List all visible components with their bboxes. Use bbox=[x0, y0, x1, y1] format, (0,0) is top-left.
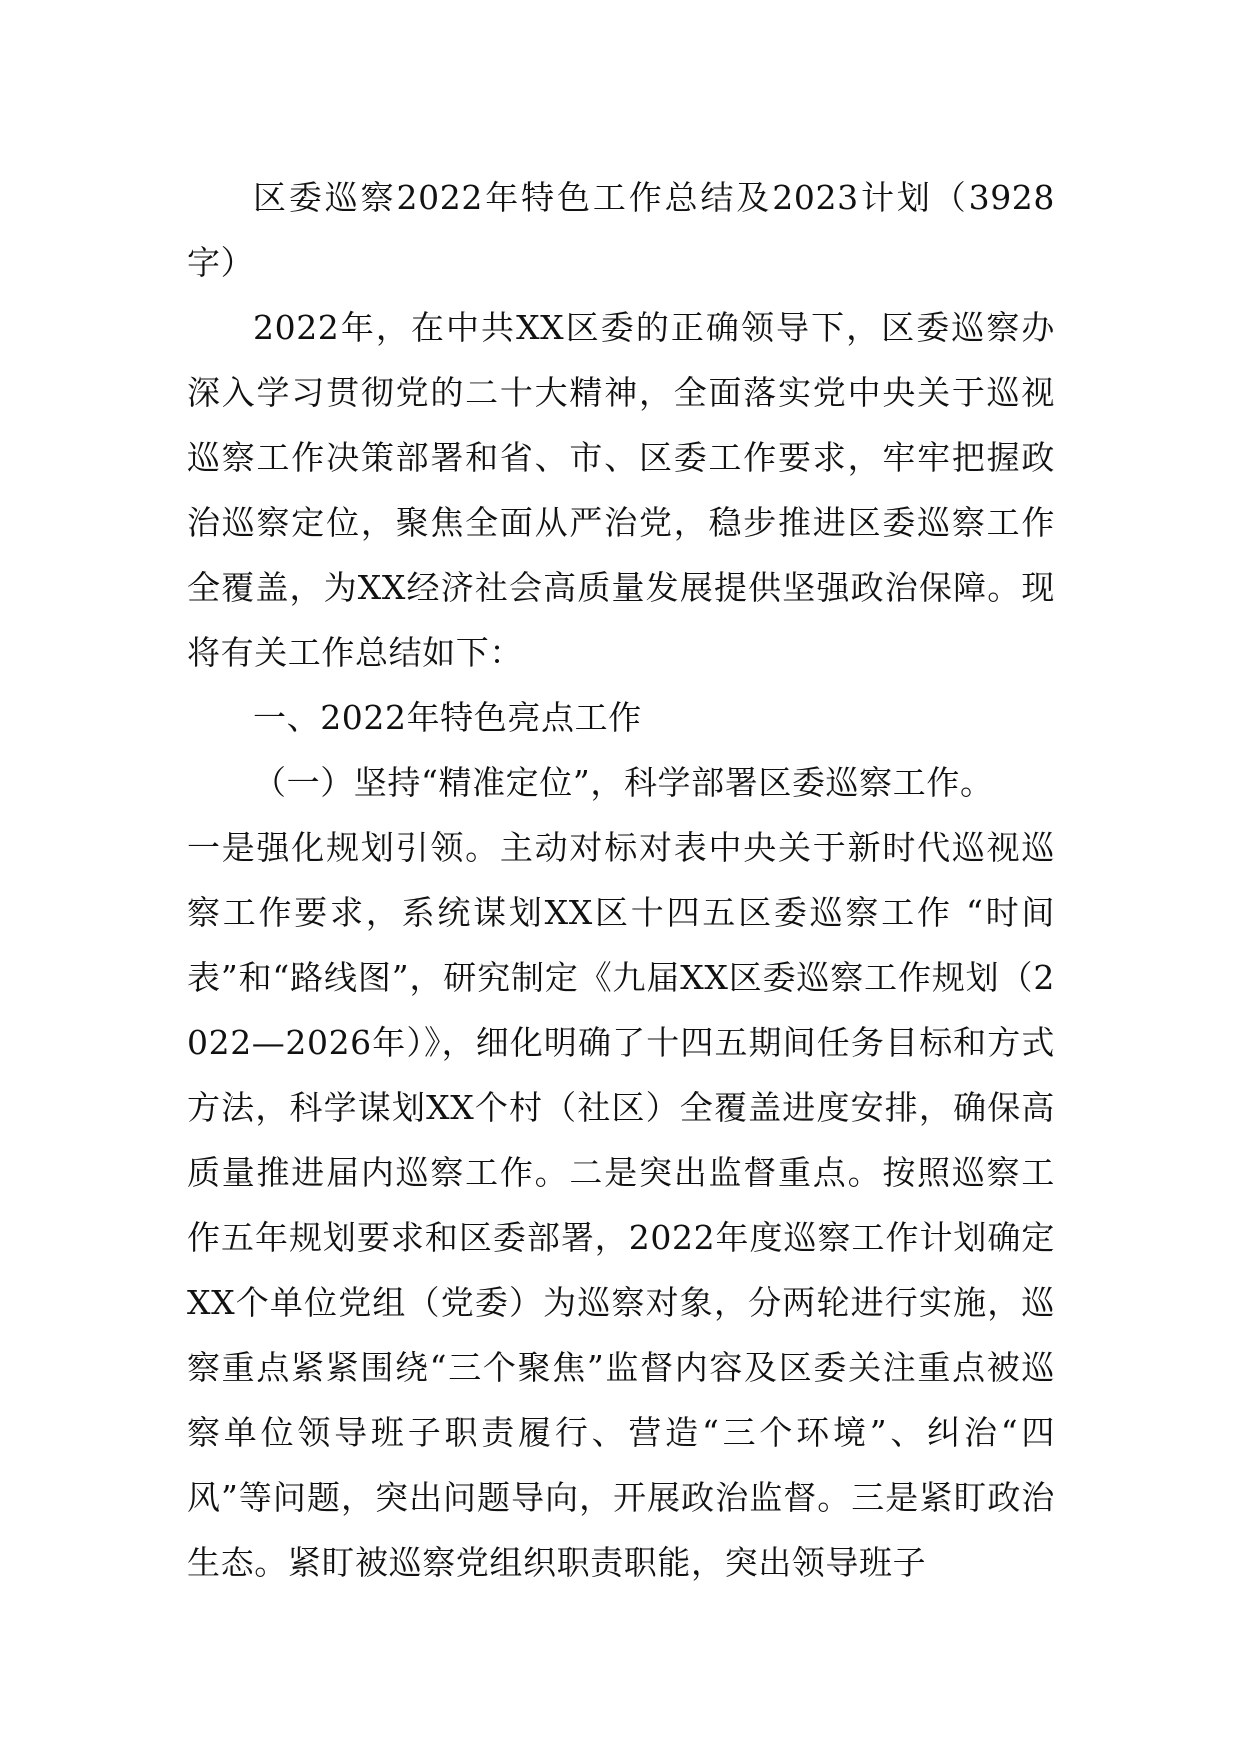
paragraph-body: 一是强化规划引领。主动对标对表中央关于新时代巡视巡察工作要求，系统谋划XX区十四五区委巡察工作 “时间表”和“路线图”，研究制定《九届XX区委巡察工作规划（2022—2026年）》，细化明确了十四五期间任务目标和方式方法，科学谋划XX个村（社区）全覆盖进度安排，确保高质量推进届内巡察工作。二是突出监督重点。按照巡察工作五年规划要求和区委部署，2022年度巡察工作计划确定XX个单位党组（党委）为巡察对象，分两轮进行实施，巡察重点紧紧围绕“三个聚焦”监督内容及区委关注重点被巡察单位领导班子职责履行、营造“三个环境”、纠治“四风”等问题，突出问题导向，开展政治监督。三是紧盯政治生态。紧盯被巡察党组织职责职能，突出领导班子 bbox=[187, 828, 1055, 1582]
subsection-heading: （一）坚持“精准定位”，科学部署区委巡察工作。 bbox=[253, 763, 994, 802]
document-title: 区委巡察2022年特色工作总结及2023计划（3928字） bbox=[187, 178, 1055, 282]
section-heading: 一、2022年特色亮点工作 bbox=[253, 698, 642, 737]
document-body bbox=[187, 165, 1055, 1595]
paragraph-intro: 2022年，在中共XX区委的正确领导下，区委巡察办深入学习贯彻党的二十大精神，全面落实党中央关于巡视巡察工作决策部署和省、市、区委工作要求，牢牢把握政治巡察定位，聚焦全面从严治党，稳步推进区委巡察工作全覆盖，为XX经济社会高质量发展提供坚强政治保障。现将有关工作总结如下： bbox=[187, 308, 1055, 672]
